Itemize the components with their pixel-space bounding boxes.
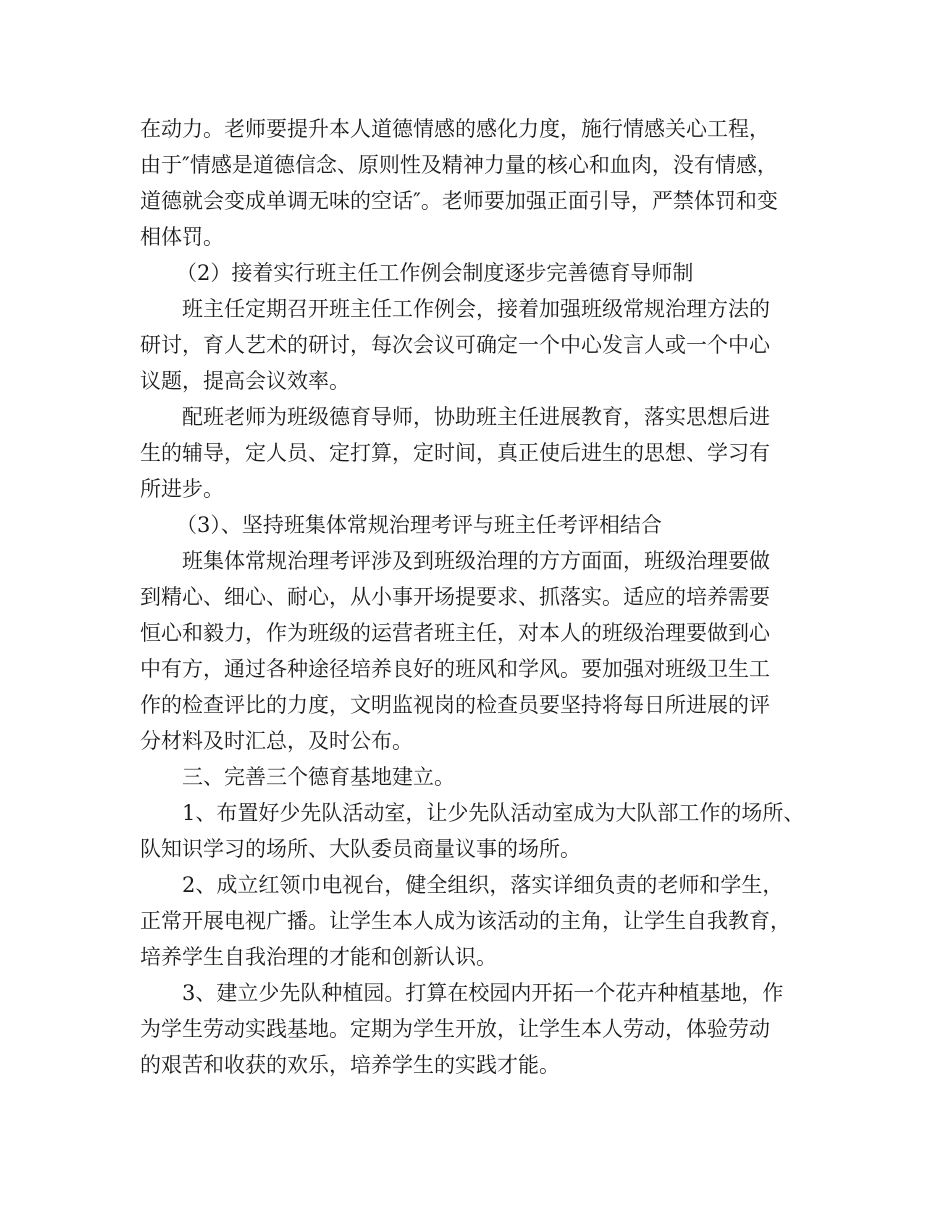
text-line: 的艰苦和收获的欢乐，培养学生的实践才能。 xyxy=(140,1053,560,1077)
text-line: 正常开展电视广播。让学生本人成为该活动的主角，让学生自我教育， xyxy=(140,909,791,933)
text-line: 在动力。老师要提升本人道德情感的感化力度，施行情感关心工程， xyxy=(140,117,770,141)
text-line: 配班老师为班级德育导师，协助班主任进展教育，落实思想后进 xyxy=(182,405,770,429)
text-line: 中有方，通过各种途径培养良好的班风和学风。要加强对班级卫生工 xyxy=(140,657,770,681)
text-line: 议题，提高会议效率。 xyxy=(140,369,350,393)
text-line: 分材料及时汇总，及时公布。 xyxy=(140,729,413,753)
text-line: 作的检查评比的力度，文明监视岗的检查员要坚持将每日所进展的评 xyxy=(140,693,770,717)
text-line: 3、建立少先队种植园。打算在校园内开拓一个花卉种植基地，作 xyxy=(182,981,784,1005)
text-line: 生的辅导，定人员、定打算，定时间，真正使后进生的思想、学习有 xyxy=(140,441,770,465)
text-line: 2、成立红领巾电视台，健全组织，落实详细负责的老师和学生， xyxy=(182,873,784,897)
text-line: 1、布置好少先队活动室，让少先队活动室成为大队部工作的场所、 xyxy=(182,801,805,825)
section-heading: 三、完善三个德育基地建立。 xyxy=(182,765,455,789)
text-line: 班主任定期召开班主任工作例会，接着加强班级常规治理方法的 xyxy=(182,297,770,321)
text-line: 所进步。 xyxy=(140,477,224,501)
text-line: 恒心和毅力，作为班级的运营者班主任，对本人的班级治理要做到心 xyxy=(140,621,770,645)
text-line: 由于″情感是道德信念、原则性及精神力量的核心和血肉，没有情感， xyxy=(140,153,778,177)
text-line: 培养学生自我治理的才能和创新认识。 xyxy=(140,945,497,969)
text-line: 相体罚。 xyxy=(140,225,224,249)
text-line: 队知识学习的场所、大队委员商量议事的场所。 xyxy=(140,837,581,861)
section-heading: （2）接着实行班主任工作例会制度逐步完善德育导师制 xyxy=(176,261,694,285)
text-line: 班集体常规治理考评涉及到班级治理的方方面面，班级治理要做 xyxy=(182,549,770,573)
text-line: 为学生劳动实践基地。定期为学生开放，让学生本人劳动，体验劳动 xyxy=(140,1017,770,1041)
text-line: 到精心、细心、耐心，从小事开场提要求、抓落实。适应的培养需要 xyxy=(140,585,770,609)
text-line: 研讨，育人艺术的研讨，每次会议可确定一个中心发言人或一个中心 xyxy=(140,333,770,357)
section-heading: （3）、坚持班集体常规治理考评与班主任考评相结合 xyxy=(176,513,662,537)
text-line: 道德就会变成单调无味的空话″。老师要加强正面引导，严禁体罚和变 xyxy=(140,189,778,213)
